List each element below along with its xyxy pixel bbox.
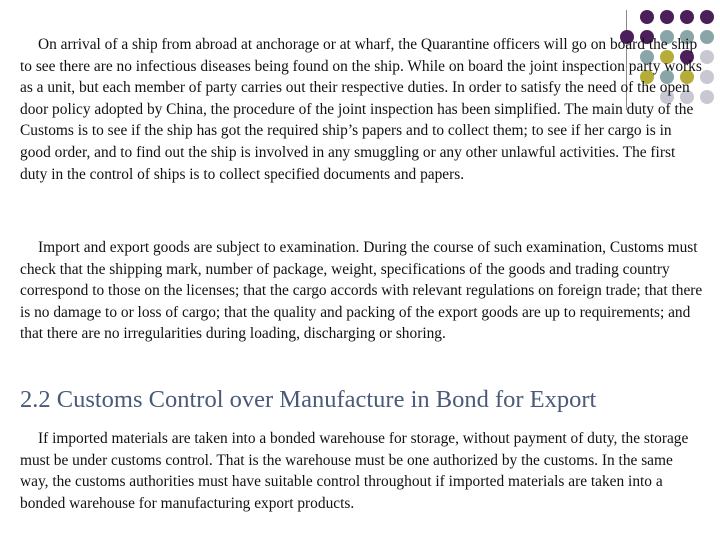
section-heading: 2.2 Customs Control over Manufacture in Bond for Export [20,386,597,413]
decor-dot [700,10,714,24]
decor-dot [660,10,674,24]
decor-dot [680,10,694,24]
paragraph-bonded-warehouse: If imported materials are taken into a bonded warehouse for storage, without payment of duty, the storage must be under customs control. That is the warehouse must be one authorized by the customs. In the same way, the customs authorities must have suitable control throughout if imported materials are taken into a bonded warehouse for manufacturing export products. [20,430,689,512]
paragraph-ship-arrival: On arrival of a ship from abroad at anchorage or at wharf, the Quarantine officers will go on board the ship to see there are no infectious diseases being found on the ship. While on board the joint inspection party works as a unit, but each member of party carries out their respective duties. In order to satisfy the need of the open door policy adopted by China, the procedure of the joint inspection has been simplified. The main duty of the Customs is to see if the ship has got the required ship’s papers and to collect them; to see if her cargo is in good order, and to find out the ship is involved in any smuggling or any other unlawful activities. The first duty in the control of ships is to collect specified documents and papers. [20,36,702,183]
paragraph-goods-examination: Import and export goods are subject to examination. During the course of such examination, Customs must check that the shipping mark, number of package, weight, specifications of the goods and trading country correspond to those on the licenses; that the cargo accords with relevant regulations on foreign trade; that there is no damage to or loss of cargo; that the quality and packing of the export goods are up to requirements; and that there are no irregularities during loading, discharging or shoring. [20,239,703,343]
decor-dot [640,10,654,24]
